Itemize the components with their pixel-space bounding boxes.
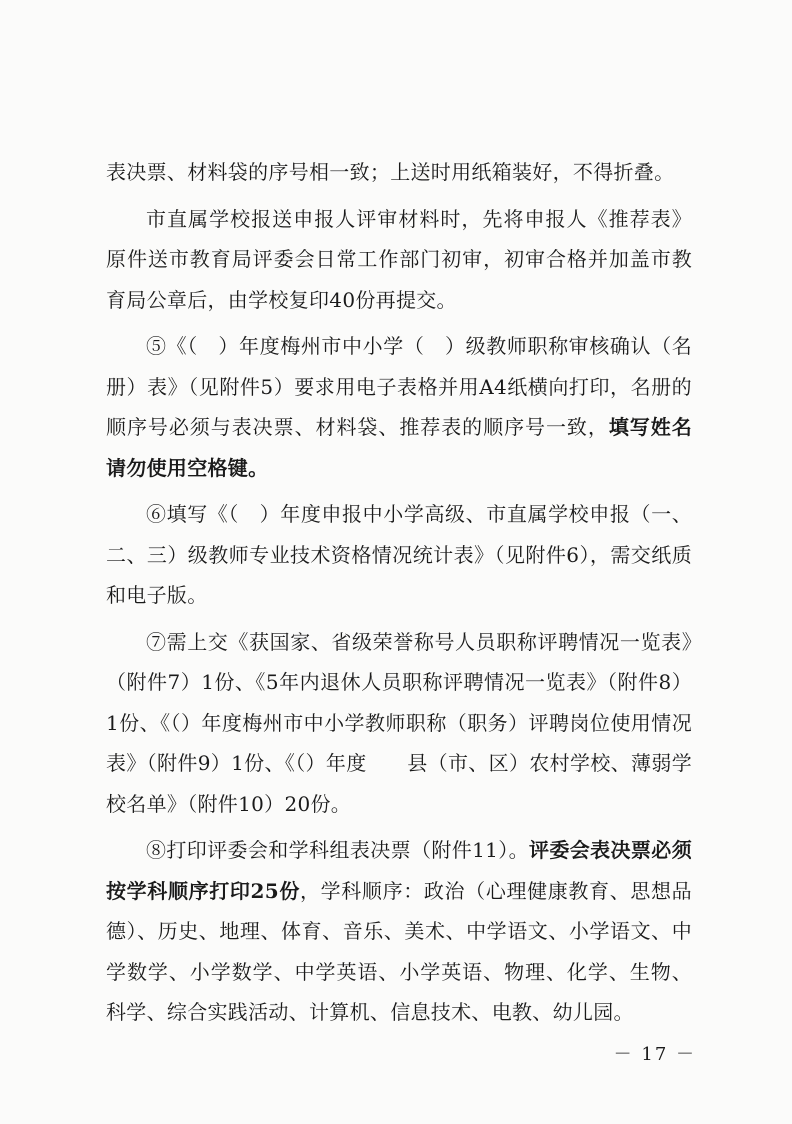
paragraph-item-5-text: ⑤《（ ）年度梅州市中小学（ ）级教师职称审核确认（名册）表》（见附件5）要求用电子表格并用A4纸横向打印，名册的顺序号必须与表决票、材料袋、推荐表的顺序号一致，: [106, 334, 692, 439]
paragraph-item-6: [106, 494, 692, 616]
document-body: [106, 152, 692, 1033]
paragraph-item-7: [106, 622, 692, 825]
paragraph-2: [106, 199, 692, 321]
paragraph-item-7-text: ⑦需上交《获国家、省级荣誉称号人员职称评聘情况一览表》（附件7）1份、《5年内退休人员职称评聘情况一览表》（附件8）1份、《（）年度梅州市中小学教师职称（职务）评聘岗位使用情况表》（附件9）1份、《（）年度 县（市、区）农村学校、薄弱学校名单》（附件10）20份。: [106, 629, 692, 816]
paragraph-2-text: 市直属学校报送申报人评审材料时，先将申报人《推荐表》原件送市教育局评委会日常工作部门初审，初审合格并加盖市教育局公章后，由学校复印40份再提交。: [106, 206, 692, 312]
paragraph-item-8-text-a: ⑧打印评委会和学科组表决票（附件11）。: [146, 838, 530, 862]
paragraph-item-6-text: ⑥填写《（ ）年度申报中小学高级、市直属学校申报（一、二、三）级教师专业技术资格情况统计表》（见附件6），需交纸质和电子版。: [106, 502, 692, 607]
paragraph-item-5: [106, 326, 692, 488]
paragraph-item-5-bold-note: 填写姓名请勿使用空格键。: [106, 415, 692, 480]
paragraph-item-8: [106, 830, 692, 1033]
paragraph-item-8-bold-note: 评委会表决票必须按学科顺序打印25份: [106, 838, 692, 903]
paragraph-1-text: 表决票、材料袋的序号相一致；上送时用纸箱装好，不得折叠。: [106, 160, 675, 184]
paragraph-1: [106, 152, 692, 193]
paragraph-item-8-text-b: ，学科顺序：政治（心理健康教育、思想品德）、历史、地理、体育、音乐、美术、中学语文、小学语文、中学数学、小学数学、中学英语、小学英语、物理、化学、生物、科学、综合实践活动、计算机、信息技术、电教、幼儿园。: [106, 878, 692, 1024]
page-number: － 17 －: [613, 1044, 696, 1065]
